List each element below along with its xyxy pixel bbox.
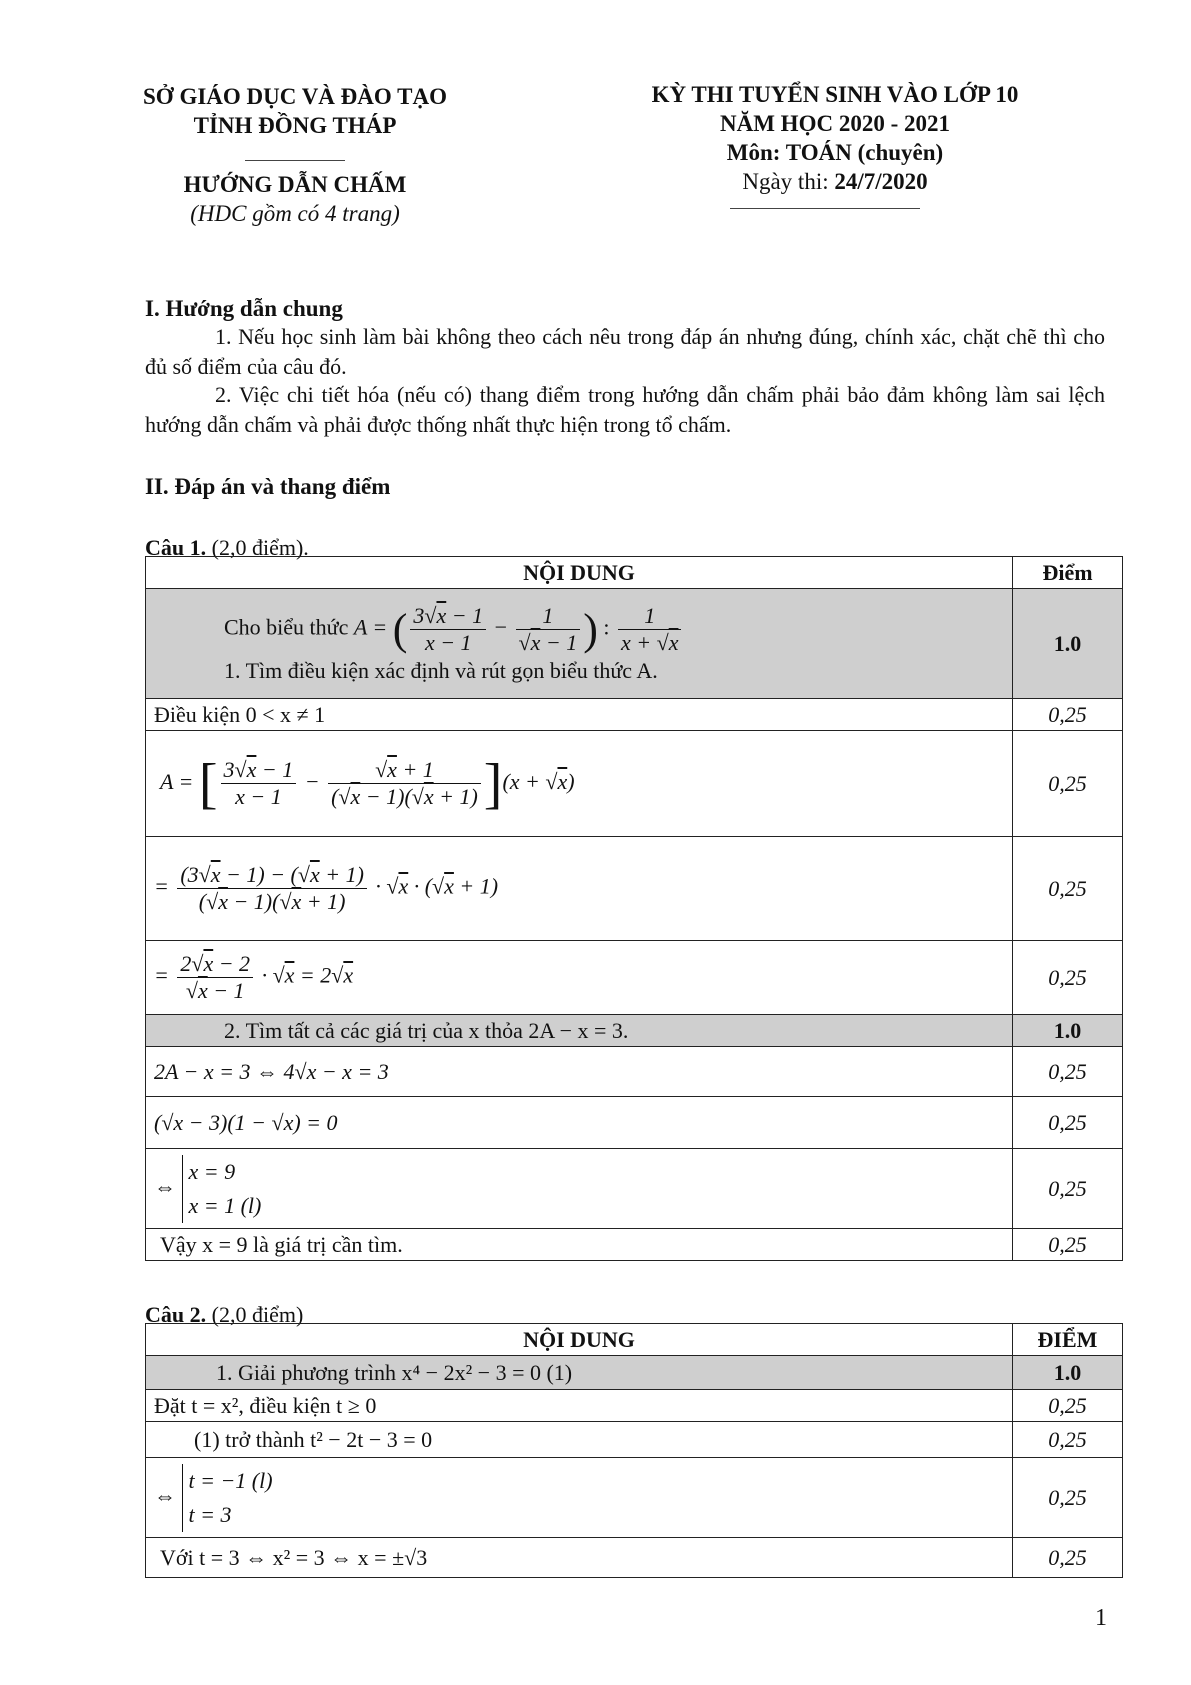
q2-row-2-points: 0,25: [1013, 1422, 1123, 1458]
question-1-label: Câu 1. (2,0 điểm).: [145, 535, 309, 560]
q2-row-4-points: 0,25: [1013, 1538, 1123, 1578]
expression-definition: Cho biểu thức A = ( $\frac{3√x - 1}{x - 1}$ − $\frac{1}{√x - 1}$ ) : $\frac{1}{x + √x}$ 1. Tìm điều kiện xác định và rút gọn biểu thức A.: [146, 589, 1013, 699]
q2-part-1-title: 1. Giải phương trình x⁴ − 2x² − 3 = 0 (1): [146, 1356, 1013, 1390]
part-2-title: 2. Tìm tất cả các giá trị của x thỏa 2A − x = 3.: [146, 1015, 1013, 1047]
q2-substitution: Đặt t = x², điều kiện t ≥ 0: [146, 1390, 1013, 1422]
q2-row-3-points: 0,25: [1013, 1458, 1123, 1538]
header-right: [600, 80, 1070, 196]
row-2-points: 0,25: [1013, 731, 1123, 837]
q2-solution: Với t = 3 ⇔ x² = 3 ⇔ x = ±√3: [146, 1538, 1013, 1578]
column-header-points-2: ĐIỂM: [1013, 1324, 1123, 1356]
question-2-label: Câu 2. (2,0 điểm): [145, 1302, 304, 1327]
row-7-points: 0,25: [1013, 1149, 1123, 1229]
intro-text: Cho biểu thức: [224, 614, 349, 640]
column-header-content-2: NỘI DUNG: [146, 1324, 1013, 1356]
part-1-points: 1.0: [1013, 589, 1123, 699]
row-6-points: 0,25: [1013, 1097, 1123, 1149]
question-1-table: [145, 556, 1123, 1261]
row-4-points: 0,25: [1013, 941, 1123, 1015]
q2-roots: ⇔ t = −1 (l) t = 3: [146, 1458, 1013, 1538]
general-guideline-2: 2. Việc chi tiết hóa (nếu có) thang điểm trong hướng dẫn chấm phải bảo đảm không làm sai lệch hướng dẫn chấm và phải được thống nhất thực hiện trong tổ chấm.: [145, 382, 1105, 437]
page-number: 1: [1095, 1605, 1107, 1631]
q2-transformed: (1) trở thành t² − 2t − 3 = 0: [146, 1422, 1013, 1458]
row-1-points: 0,25: [1013, 699, 1123, 731]
solve-step-1: 2A − x = 3 ⇔ 4√x − x = 3: [146, 1047, 1013, 1097]
department-name: SỞ GIÁO DỤC VÀ ĐÀO TẠO: [143, 84, 447, 109]
exam-date-label: Ngày thi:: [742, 169, 835, 194]
solve-step-3: ⇔ x = 9 x = 1 (l): [146, 1149, 1013, 1229]
document-title: HƯỚNG DẪN CHẤM: [183, 172, 407, 197]
school-year: NĂM HỌC 2020 - 2021: [720, 111, 950, 136]
q2-row-1-points: 0,25: [1013, 1390, 1123, 1422]
header-left: [110, 82, 480, 228]
simplify-step-2: = $\frac{(3√x - 1) - (√x + 1)}{(√x - 1)(√x + 1)}$ · √x · (√x + 1): [146, 837, 1013, 941]
subject: Môn: TOÁN (chuyên): [726, 140, 944, 165]
exam-date: 24/7/2020: [834, 169, 928, 194]
column-header-points: Điểm: [1013, 557, 1123, 589]
section-answers-title: II. Đáp án và thang điểm: [145, 474, 391, 499]
page-count-note: (HDC gồm có 4 trang): [190, 201, 400, 226]
header-right-rule: [730, 208, 920, 209]
province-name: TỈNH ĐỒNG THÁP: [193, 113, 397, 138]
column-header-content: NỘI DUNG: [146, 557, 1013, 589]
exam-name: KỲ THI TUYỂN SINH VÀO LỚP 10: [651, 82, 1019, 107]
simplify-step-1: A = [ $\frac{3√x - 1}{x - 1}$ − $\frac{√x + 1}{(√x - 1)(√x + 1)}$ ](x + √x): [146, 731, 1013, 837]
general-guideline-1: 1. Nếu học sinh làm bài không theo cách nêu trong đáp án nhưng đúng, chính xác, chặt chẽ thì cho đủ số điểm của câu đó.: [145, 324, 1105, 379]
row-8-points: 0,25: [1013, 1229, 1123, 1261]
solve-step-2: (√x − 3)(1 − √x) = 0: [146, 1097, 1013, 1149]
header-left-rule: [245, 160, 345, 161]
part-1-title: 1. Tìm điều kiện xác định và rút gọn biểu thức A.: [224, 658, 658, 683]
condition-row: Điều kiện 0 < x ≠ 1: [146, 699, 1013, 731]
conclusion-row: Vậy x = 9 là giá trị cần tìm.: [146, 1229, 1013, 1261]
row-3-points: 0,25: [1013, 837, 1123, 941]
row-5-points: 0,25: [1013, 1047, 1123, 1097]
q2-part-1-points: 1.0: [1013, 1356, 1123, 1390]
part-2-points: 1.0: [1013, 1015, 1123, 1047]
simplify-step-3: = $\frac{2√x - 2}{√x - 1}$ · √x = 2√x: [146, 941, 1013, 1015]
question-2-table: [145, 1323, 1123, 1578]
section-general-title: I. Hướng dẫn chung: [145, 296, 343, 321]
